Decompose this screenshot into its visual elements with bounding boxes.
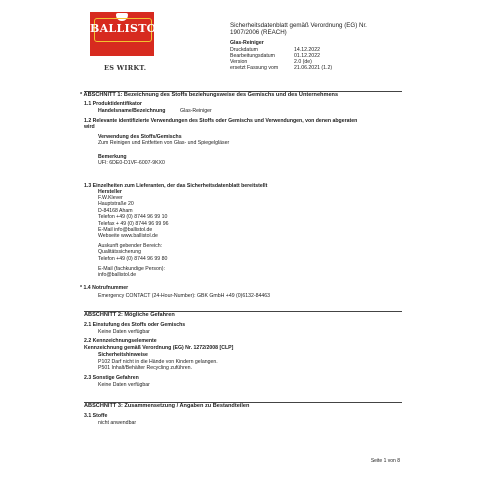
meta-value: 21.06.2021 (1.2)	[294, 65, 333, 71]
safety-label: Sicherheitshinweise	[98, 352, 148, 358]
info-line: Qualitätssicherung	[98, 249, 141, 256]
page-number: Seite 1 von 8	[370, 458, 400, 464]
subsection-1-4: * 1.4 Notrufnummer	[80, 285, 129, 291]
meta-label: ersetzt Fassung vom	[230, 65, 279, 71]
info-line: Auskunft gebender Bereich:	[98, 243, 163, 249]
subsection-1-2: 1.2 Relevante identifizierte Verwendungen des Stoffs oder Gemischs und Verwendungen, von denen abgeraten	[84, 118, 358, 124]
subsection-2-1-value: Keine Daten verfügbar	[98, 329, 150, 335]
section-1-heading: * ABSCHNITT 1: Bezeichnung des Stoffs beziehungsweise des Gemischs und des Unternehmens	[80, 92, 339, 98]
address-line: Webseite www.ballistol.de	[98, 233, 158, 240]
ballistol-logo	[90, 12, 165, 56]
p501-statement: P501 Inhalt/Behälter Recycling zuführen.	[98, 365, 193, 371]
subsection-1-1: 1.1 Produktidentifikator	[84, 101, 142, 107]
clp-heading: Kennzeichnung gemäß Verordnung (EG) Nr. 1272/2008 [CLP]	[84, 345, 234, 351]
meta-row	[230, 65, 333, 71]
meta-label: Version	[230, 59, 248, 65]
address-line: Telefon +49 (0) 8744 96 99 10	[98, 214, 168, 221]
expert-email	[98, 266, 165, 279]
meta-value: 2.0 (de)	[294, 59, 312, 65]
meta-value: 01.12.2022	[294, 53, 320, 59]
logo-tagline: ES WIRKT.	[104, 64, 147, 72]
document-title	[230, 22, 367, 36]
address-line: E-Mail info@ballistol.de	[98, 227, 153, 234]
subsection-2-3: 2.3 Sonstige Gefahren	[84, 375, 139, 381]
address-line: Telefax + 49 (0) 8744 96 99 96	[98, 220, 169, 227]
section-2-heading: ABSCHNITT 2: Mögliche Gefahren	[84, 312, 175, 318]
subsection-1-3: 1.3 Einzelheiten zum Lieferanten, der das Sicherheitsdatenblatt bereitstellt	[84, 183, 268, 189]
use-label: Verwendung des Stoffs/Gemischs	[98, 134, 182, 140]
tradename-value: Glas-Reiniger	[180, 108, 212, 114]
email-line: E-Mail (fachkundige Person):	[98, 266, 165, 272]
meta-label: Druckdatum	[230, 47, 258, 53]
section-3-heading: ABSCHNITT 3: Zusammensetzung / Angaben zu Bestandteilen	[84, 403, 250, 409]
logo-brand-text: BALLISTOL	[90, 22, 165, 35]
address-line: D-84168 Aham	[98, 207, 133, 214]
subsection-2-3-value: Keine Daten verfügbar	[98, 382, 150, 388]
subsection-1-2-cont: wird	[84, 124, 95, 130]
subsection-2-1: 2.1 Einstufung des Stoffs oder Gemischs	[84, 322, 186, 328]
remark-value: UFI: 6DE0-D1VF-6007-9KX0	[98, 160, 165, 166]
info-department	[98, 243, 167, 262]
manufacturer-address	[98, 195, 169, 240]
use-value: Zum Reinigen und Entfetten von Glas- und Spiegelgläser	[98, 140, 230, 146]
manufacturer-label: Hersteller	[98, 189, 122, 195]
title-line-1: Sicherheitsdatenblatt gemäß Verordnung (EG) Nr.	[230, 22, 367, 29]
emergency-number: Emergency CONTACT (24-Hour-Number): GBK GmbH +49 (0)6132-84463	[98, 293, 271, 299]
product-name: Glas-Reiniger	[230, 40, 264, 46]
subsection-2-2: 2.2 Kennzeichnungselemente	[84, 338, 157, 344]
subsection-3-1-value: nicht anwendbar	[98, 420, 137, 426]
subsection-3-1: 3.1 Stoffe	[84, 413, 108, 419]
p102-statement: P102 Darf nicht in die Hände von Kindern gelangen.	[98, 359, 218, 365]
meta-label: Bearbeitungsdatum	[230, 53, 275, 59]
address-line: Hauptstraße 20	[98, 201, 134, 208]
title-line-2: 1907/2006 (REACH)	[230, 29, 287, 37]
info-line: Telefon +49 (0) 8744 96 99 80	[98, 255, 168, 262]
email-line: info@ballistol.de	[98, 272, 137, 279]
tradename-label: Handelsname/Bezeichnung	[98, 108, 166, 114]
address-line: F.W.Klever	[98, 195, 123, 201]
meta-value: 14.12.2022	[294, 47, 320, 53]
remark-label: Bemerkung	[98, 154, 127, 160]
